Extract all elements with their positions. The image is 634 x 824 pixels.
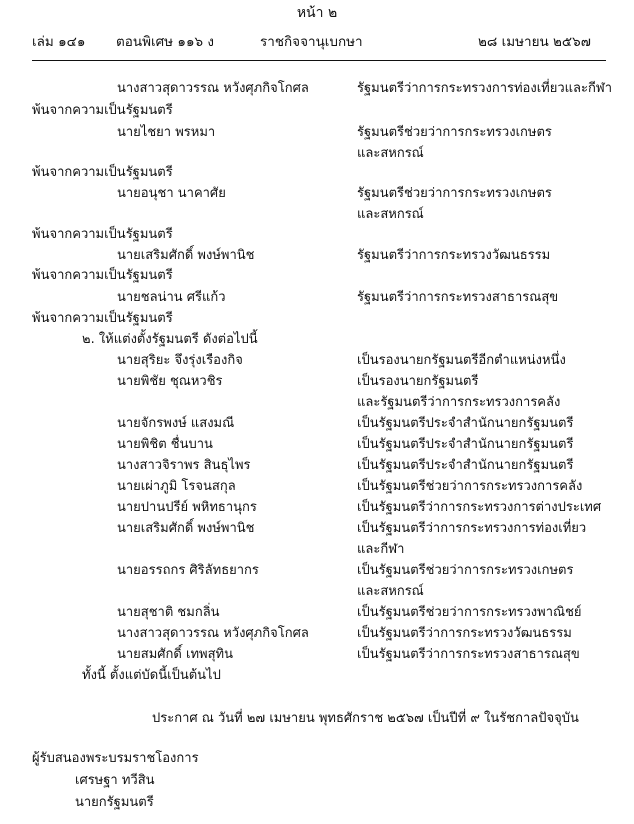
removed-entry-name: นางสาวสุดาวรรณ หวังศุภกิจโกศล	[117, 81, 309, 96]
appoint-entry-name: นายเสริมศักดิ์ พงษ์พานิช	[117, 521, 255, 536]
appoint-heading: ๒. ให้แต่งตั้งรัฐมนตรี ดังต่อไปนี้	[82, 332, 258, 347]
appoint-entry-position: เป็นรัฐมนตรีช่วยว่าการกระทรวงการคลัง	[357, 479, 583, 494]
removed-entry-position: รัฐมนตรีช่วยว่าการกระทรวงเกษตร	[357, 186, 552, 201]
appoint-entry-name: นายสุริยะ จึงรุ่งเรืองกิจ	[117, 353, 243, 368]
header-issue: ตอนพิเศษ ๑๑๖ ง	[116, 34, 214, 50]
appoint-entry-position: เป็นรัฐมนตรีว่าการกระทรวงสาธารณสุข	[357, 647, 580, 662]
appoint-entry-name: นายเผ่าภูมิ โรจนสกุล	[117, 479, 236, 494]
removed-entry-note: พ้นจากความเป็นรัฐมนตรี	[32, 268, 173, 283]
appoint-entry-name: นายสุชาติ ชมกลิ่น	[117, 605, 220, 620]
removed-entry-position: รัฐมนตรีว่าการกระทรวงวัฒนธรรม	[357, 248, 551, 263]
appoint-entry-name: นายอรรถกร ศิริลัทธยากร	[117, 563, 259, 578]
header-date: ๒๘ เมษายน ๒๕๖๗	[478, 34, 591, 50]
removed-entry-note: พ้นจากความเป็นรัฐมนตรี	[32, 165, 173, 180]
removed-entry-position: รัฐมนตรีช่วยว่าการกระทรวงเกษตร	[357, 125, 552, 140]
removed-entry-name: นายเสริมศักดิ์ พงษ์พานิช	[117, 248, 255, 263]
removed-entry-note: พ้นจากความเป็นรัฐมนตรี	[32, 311, 173, 326]
header-rule	[32, 60, 606, 61]
appoint-entry-position: เป็นรัฐมนตรีประจำสำนักนายกรัฐมนตรี	[357, 437, 574, 452]
appoint-entry-name: นายสมศักดิ์ เทพสุทิน	[117, 647, 233, 662]
signatory-title: นายกรัฐมนตรี	[75, 795, 154, 810]
removed-entry-position-cont: และสหกรณ์	[357, 146, 424, 161]
appoint-entry-position: เป็นรองนายกรัฐมนตรีอีกตำแหน่งหนึ่ง	[357, 353, 566, 368]
header-publication: ราชกิจจานุเบกษา	[260, 34, 363, 50]
appoint-entry-position: เป็นรัฐมนตรีว่าการกระทรวงวัฒนธรรม	[357, 626, 572, 641]
appoint-entry-position: เป็นรัฐมนตรีว่าการกระทรวงการต่างประเทศ	[357, 500, 602, 515]
appoint-entry-position: เป็นรัฐมนตรีช่วยว่าการกระทรวงพาณิชย์	[357, 605, 582, 620]
appoint-entry-name: นายพิชัย ชุณหวชิร	[117, 374, 223, 389]
removed-entry-position: รัฐมนตรีว่าการกระทรวงสาธารณสุข	[357, 290, 559, 305]
effective-clause: ทั้งนี้ ตั้งแต่บัดนี้เป็นต้นไป	[82, 668, 221, 683]
removed-entry-name: นายไชยา พรหมา	[117, 125, 216, 140]
appoint-entry-position: เป็นรัฐมนตรีประจำสำนักนายกรัฐมนตรี	[357, 416, 574, 431]
countersign-label: ผู้รับสนองพระบรมราชโองการ	[32, 751, 199, 766]
appoint-entry-position: เป็นรัฐมนตรีว่าการกระทรวงการท่องเที่ยว	[357, 521, 587, 536]
removed-entry-note: พ้นจากความเป็นรัฐมนตรี	[32, 103, 173, 118]
appoint-entry-position: เป็นรองนายกรัฐมนตรี	[357, 374, 479, 389]
appoint-entry-name: นายพิชิต ชื่นบาน	[117, 437, 213, 452]
appoint-entry-position-cont: และรัฐมนตรีว่าการกระทรวงการคลัง	[357, 395, 561, 410]
header-volume: เล่ม ๑๔๑	[32, 34, 86, 50]
page-number: หน้า ๒	[296, 5, 338, 21]
appoint-entry-position-cont: และกีฬา	[357, 542, 405, 557]
appoint-entry-position-cont: และสหกรณ์	[357, 584, 424, 599]
appoint-entry-name: นางสาวสุดาวรรณ หวังศุภกิจโกศล	[117, 626, 309, 641]
signatory-name: เศรษฐา ทวีสิน	[75, 773, 155, 788]
proclamation-line: ประกาศ ณ วันที่ ๒๗ เมษายน พุทธศักราช ๒๕๖๗ เป็นปีที่ ๙ ในรัชกาลปัจจุบัน	[152, 711, 579, 726]
appoint-entry-position: เป็นรัฐมนตรีประจำสำนักนายกรัฐมนตรี	[357, 458, 574, 473]
removed-entry-name: นายชลน่าน ศรีแก้ว	[117, 290, 226, 305]
removed-entry-name: นายอนุชา นาคาศัย	[117, 186, 226, 201]
removed-entry-note: พ้นจากความเป็นรัฐมนตรี	[32, 227, 173, 242]
appoint-entry-position: เป็นรัฐมนตรีช่วยว่าการกระทรวงเกษตร	[357, 563, 574, 578]
removed-entry-position: รัฐมนตรีว่าการกระทรวงการท่องเที่ยวและกีฬา	[357, 81, 613, 96]
appoint-entry-name: นายจักรพงษ์ แสงมณี	[117, 416, 235, 431]
removed-entry-position-cont: และสหกรณ์	[357, 207, 424, 222]
appoint-entry-name: นายปานปรีย์ พหิทธานุกร	[117, 500, 257, 515]
appoint-entry-name: นางสาวจิราพร สินธุไพร	[117, 458, 251, 473]
